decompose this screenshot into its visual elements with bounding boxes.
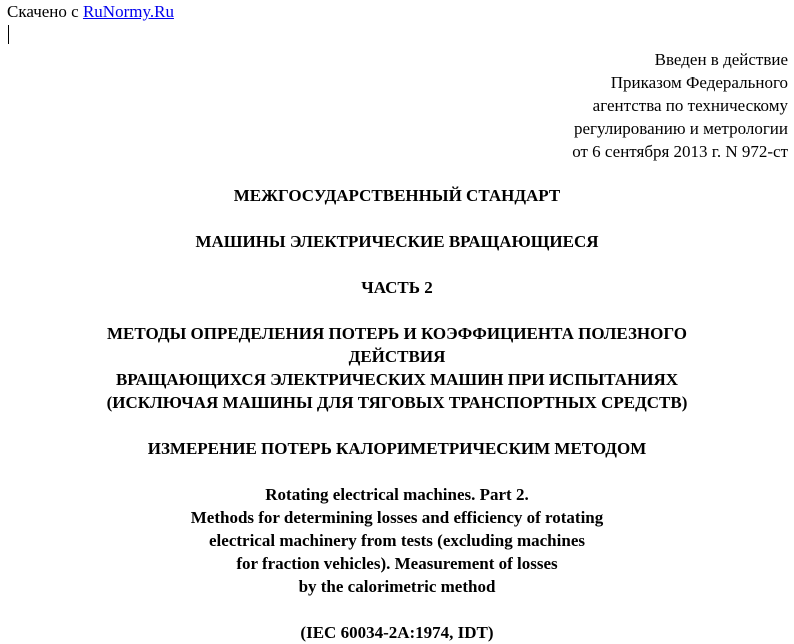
approval-line: Введен в действие — [654, 50, 788, 69]
document-title — [0, 230, 794, 253]
source-line — [7, 2, 174, 22]
document-title-text: МАШИНЫ ЭЛЕКТРИЧЕСКИЕ ВРАЩАЮЩИЕСЯ — [195, 232, 599, 251]
part-text: ЧАСТЬ 2 — [361, 278, 433, 297]
methods-line: ВРАЩАЮЩИХСЯ ЭЛЕКТРИЧЕСКИХ МАШИН ПРИ ИСПЫТАНИЯХ — [115, 370, 679, 389]
english-title — [0, 483, 794, 598]
approval-block — [572, 48, 788, 163]
runormy-link[interactable]: RuNormy.Ru — [82, 2, 174, 21]
methods-line: ДЕЙСТВИЯ — [348, 347, 446, 366]
methods-heading — [0, 322, 794, 414]
english-title-line: for fraction vehicles). Measurement of losses — [236, 554, 558, 573]
english-title-line: Methods for determining losses and efficiency of rotating — [190, 508, 604, 527]
iec-reference-text: (IEC 60034-2A:1974, IDT) — [300, 623, 494, 642]
approval-line: от 6 сентября 2013 г. N 972-ст — [572, 142, 788, 161]
methods-line: (ИСКЛЮЧАЯ МАШИНЫ ДЛЯ ТЯГОВЫХ ТРАНСПОРТНЫХ СРЕДСТВ) — [106, 393, 688, 412]
approval-line: регулированию и метрологии — [573, 119, 788, 138]
standard-type-text: МЕЖГОСУДАРСТВЕННЫЙ СТАНДАРТ — [233, 186, 561, 205]
part-heading — [0, 276, 794, 299]
english-title-line: by the calorimetric method — [298, 577, 496, 596]
approval-line: агентства по техническому — [592, 96, 788, 115]
source-prefix: Скачено с — [7, 2, 83, 21]
english-title-line: Rotating electrical machines. Part 2. — [265, 485, 529, 504]
text-cursor — [8, 25, 9, 44]
measurement-heading — [0, 437, 794, 460]
standard-type-heading — [0, 184, 794, 207]
english-title-line: electrical machinery from tests (excluding machines — [209, 531, 585, 550]
approval-line: Приказом Федерального — [610, 73, 788, 92]
methods-line: МЕТОДЫ ОПРЕДЕЛЕНИЯ ПОТЕРЬ И КОЭФФИЦИЕНТА ПОЛЕЗНОГО — [107, 324, 687, 343]
measurement-text: ИЗМЕРЕНИЕ ПОТЕРЬ КАЛОРИМЕТРИЧЕСКИМ МЕТОДОМ — [147, 439, 647, 458]
